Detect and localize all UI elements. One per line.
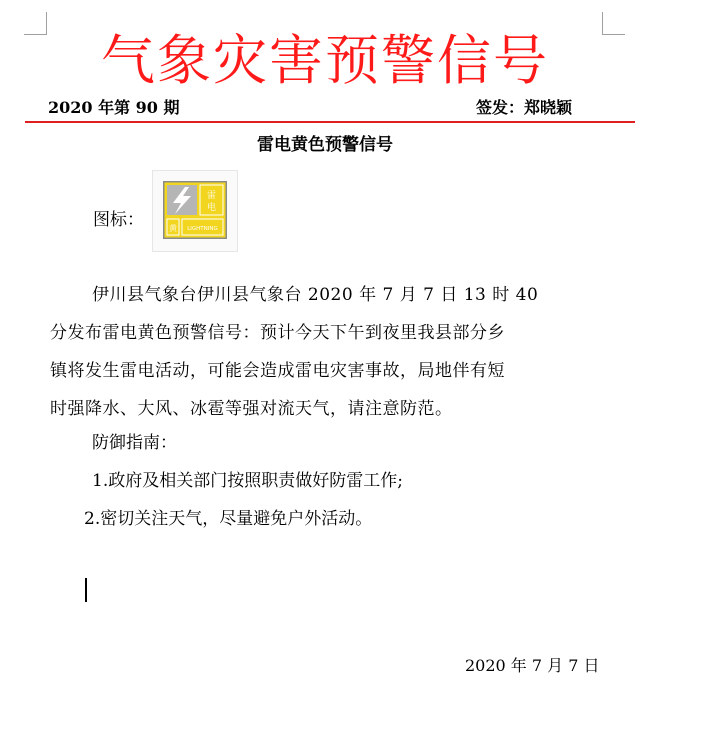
defense-guide-label: 防御指南： [92, 433, 177, 453]
issue-date: 2020 年 7 月 7 日 [465, 656, 600, 675]
red-divider-line [25, 121, 635, 123]
thunder-yellow-warning-icon [163, 181, 227, 239]
guide-item-2: 2.密切关注天气，尽量避免户外活动。 [84, 509, 373, 529]
warning-paragraph [50, 276, 605, 428]
paragraph-line: 伊川县气象台伊川县气象台 2020 年 7 月 7 日 13 时 40 [92, 285, 539, 305]
red-header-title: 气象灾害预警信号 [101, 29, 549, 92]
warning-icon-image [152, 170, 238, 252]
signer: 签发：郑晓颖 [476, 98, 573, 117]
paragraph-line: 分发布雷电黄色预警信号：预计今天下午到夜里我县部分乡 [50, 323, 505, 343]
document-title: 雷电黄色预警信号 [257, 135, 393, 155]
issue-number: 2020 年第 90 期 [48, 98, 180, 117]
icon-bottom-left-text: 黄 [169, 224, 177, 233]
icon-bottom-right-text: LIGHTNING [187, 226, 218, 232]
guide-item-1: 1.政府及相关部门按照职责做好防雷工作; [92, 471, 403, 491]
text-cursor[interactable] [85, 578, 87, 602]
icon-top-right-text-2: 电 [206, 203, 217, 213]
paragraph-line: 时强降水、大风、冰雹等强对流天气，请注意防范。 [50, 399, 453, 419]
icon-top-right-text-1: 雷 [206, 191, 217, 201]
icon-label: 图标： [93, 210, 144, 230]
paragraph-line: 镇将发生雷电活动，可能会造成雷电灾害事故，局地伴有短 [50, 361, 505, 381]
